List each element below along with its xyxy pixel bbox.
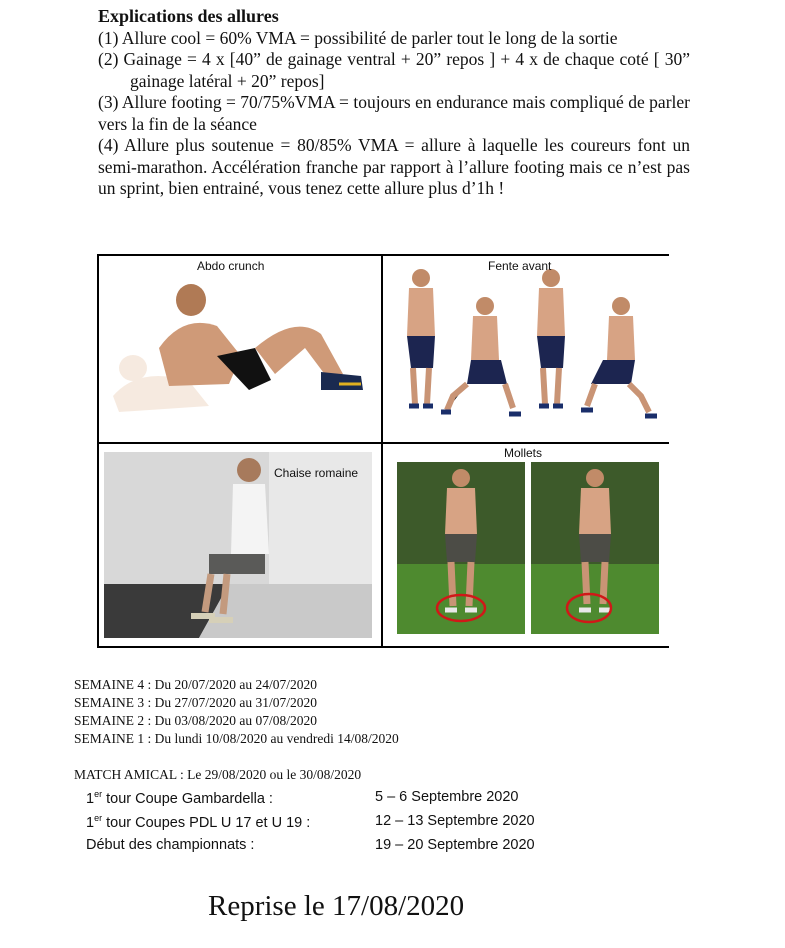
grid-horizontal-divider [99,442,667,444]
semaine-4: SEMAINE 4 : Du 20/07/2020 au 24/07/2020 [74,677,317,692]
explanations-title: Explications des allures [98,6,279,26]
cup-date: 19 – 20 Septembre 2020 [375,837,535,853]
reprise-date: Reprise le 17/08/2020 [208,890,465,922]
grid-vertical-divider [381,256,383,646]
fente-avant-caption: Fente avant [488,259,552,273]
abdo-crunch-cell [99,256,381,442]
allure-soutenue-text: (4) Allure plus soutenue = 80/85% VMA = allure à laquelle les coureurs font un semi-marathon. Accélération franche par rapport à l’allure footing mais ce n’est pas un sprint, bien entrainé, vous tenez cette allure plus d’1h ! [98,135,690,198]
exercise-grid [97,254,669,648]
fente-avant-cell [383,256,669,442]
abdo-crunch-illustration [99,256,381,442]
cup-date: 12 – 13 Septembre 2020 [375,813,535,829]
match-amical: MATCH AMICAL : Le 29/08/2020 ou le 30/08/2020 [74,767,362,782]
cup-label: Début des championnats : [86,837,255,853]
cup-label: 1er tour Coupe Gambardella : [86,789,273,807]
mollets-caption: Mollets [504,446,543,460]
allure-footing-text: (3) Allure footing = 70/75%VMA = toujours en endurance mais compliqué de parler vers la fin de la séance [98,92,690,134]
gainage-text: (2) Gainage = 4 x [40” de gainage ventral + 20” repos ] + 4 x de chaque coté [ 30” gainage latéral + 20” repos] [98,49,690,91]
semaine-1: SEMAINE 1 : Du lundi 10/08/2020 au vendredi 14/08/2020 [74,731,399,746]
abdo-crunch-caption: Abdo crunch [197,259,265,273]
cup-label: 1er tour Coupes PDL U 17 et U 19 : [86,813,311,831]
cup-date: 5 – 6 Septembre 2020 [375,789,519,805]
mollets-illustration [383,444,669,646]
chaise-romaine-caption: Chaise romaine [274,466,359,480]
semaine-2: SEMAINE 2 : Du 03/08/2020 au 07/08/2020 [74,713,317,728]
fente-avant-illustration [383,256,669,442]
semaine-3: SEMAINE 3 : Du 27/07/2020 au 31/07/2020 [74,695,317,710]
allure-cool-text: (1) Allure cool = 60% VMA = possibilité de parler tout le long de la sortie [98,27,618,48]
chaise-romaine-cell [99,444,381,646]
explanations-section [98,6,690,200]
schedule-list [74,676,399,748]
mollets-cell [383,444,669,646]
